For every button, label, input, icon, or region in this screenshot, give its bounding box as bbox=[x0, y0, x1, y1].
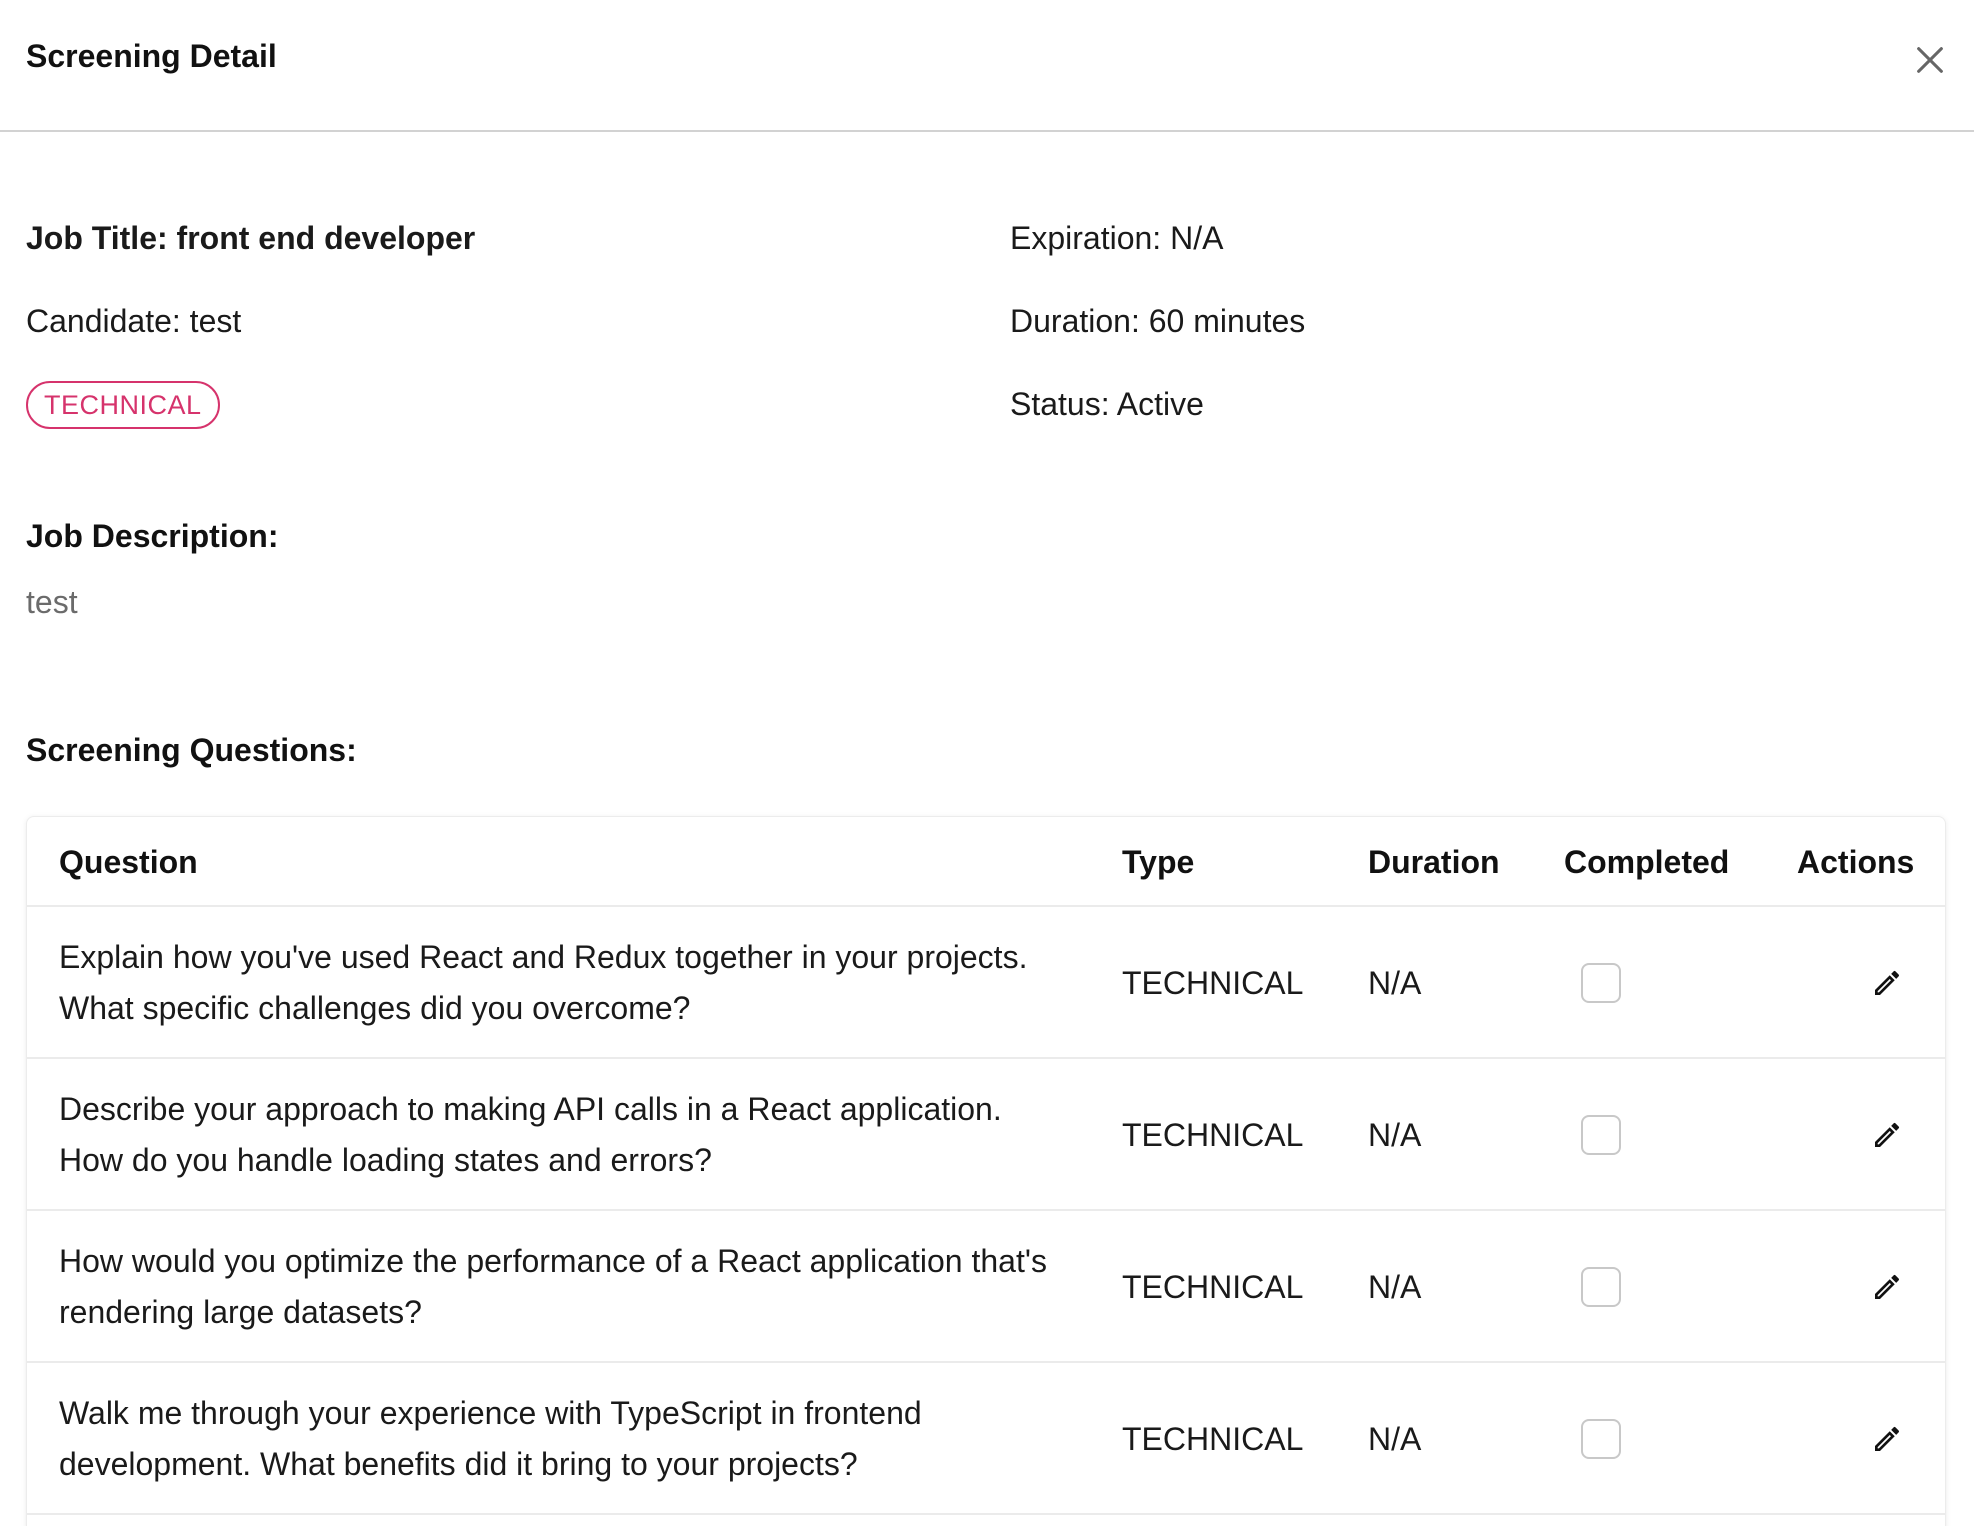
screening-questions-label: Screening Questions: bbox=[26, 732, 357, 768]
question-text: How would you optimize the performance of a React application that's rendering large datasets? bbox=[59, 1243, 1047, 1330]
column-header-duration: Duration bbox=[1368, 844, 1500, 880]
expiration: Expiration: N/A bbox=[1010, 220, 1224, 256]
dialog-header bbox=[0, 0, 1974, 132]
job-description-text: test bbox=[26, 584, 78, 620]
column-header-question: Question bbox=[59, 844, 198, 880]
question-duration: N/A bbox=[1368, 1269, 1422, 1305]
question-type: TECHNICAL bbox=[1122, 1421, 1304, 1457]
candidate: Candidate: test bbox=[26, 303, 242, 339]
question-type: TECHNICAL bbox=[1122, 1117, 1304, 1153]
job-description-label: Job Description: bbox=[26, 518, 279, 554]
completed-checkbox[interactable] bbox=[1581, 1115, 1621, 1155]
close-icon bbox=[1913, 43, 1947, 77]
column-header-type: Type bbox=[1122, 844, 1195, 880]
pencil-icon bbox=[1871, 1271, 1903, 1303]
table-row bbox=[27, 1363, 1945, 1515]
duration: Duration: 60 minutes bbox=[1010, 303, 1306, 339]
status: Status: Active bbox=[1010, 386, 1204, 422]
edit-button[interactable] bbox=[1867, 1419, 1907, 1459]
edit-button[interactable] bbox=[1867, 1267, 1907, 1307]
completed-checkbox[interactable] bbox=[1581, 963, 1621, 1003]
close-button[interactable] bbox=[1910, 40, 1950, 80]
completed-checkbox[interactable] bbox=[1581, 1419, 1621, 1459]
job-title: Job Title: front end developer bbox=[26, 220, 476, 256]
question-type: TECHNICAL bbox=[1122, 1269, 1304, 1305]
table-header bbox=[27, 817, 1945, 907]
table-row bbox=[27, 907, 1945, 1059]
pencil-icon bbox=[1871, 1423, 1903, 1455]
question-text: Walk me through your experience with TypeScript in frontend development. What benefits did it bring to your projects? bbox=[59, 1395, 922, 1482]
question-duration: N/A bbox=[1368, 1117, 1422, 1153]
completed-checkbox[interactable] bbox=[1581, 1267, 1621, 1307]
type-badge: TECHNICAL bbox=[26, 381, 220, 429]
edit-button[interactable] bbox=[1867, 963, 1907, 1003]
question-duration: N/A bbox=[1368, 965, 1422, 1001]
column-header-completed: Completed bbox=[1564, 844, 1730, 880]
question-type: TECHNICAL bbox=[1122, 965, 1304, 1001]
table-row bbox=[27, 1059, 1945, 1211]
question-text: Describe your approach to making API calls in a React application. How do you handle loading states and errors? bbox=[59, 1091, 1002, 1178]
pencil-icon bbox=[1871, 967, 1903, 999]
dialog-title: Screening Detail bbox=[26, 38, 277, 74]
pencil-icon bbox=[1871, 1119, 1903, 1151]
table-row bbox=[27, 1211, 1945, 1363]
column-header-actions: Actions bbox=[1797, 844, 1915, 880]
edit-button[interactable] bbox=[1867, 1115, 1907, 1155]
question-duration: N/A bbox=[1368, 1421, 1422, 1457]
questions-table bbox=[26, 816, 1946, 1526]
question-text: Explain how you've used React and Redux together in your projects. What specific challenges did you overcome? bbox=[59, 939, 1028, 1026]
